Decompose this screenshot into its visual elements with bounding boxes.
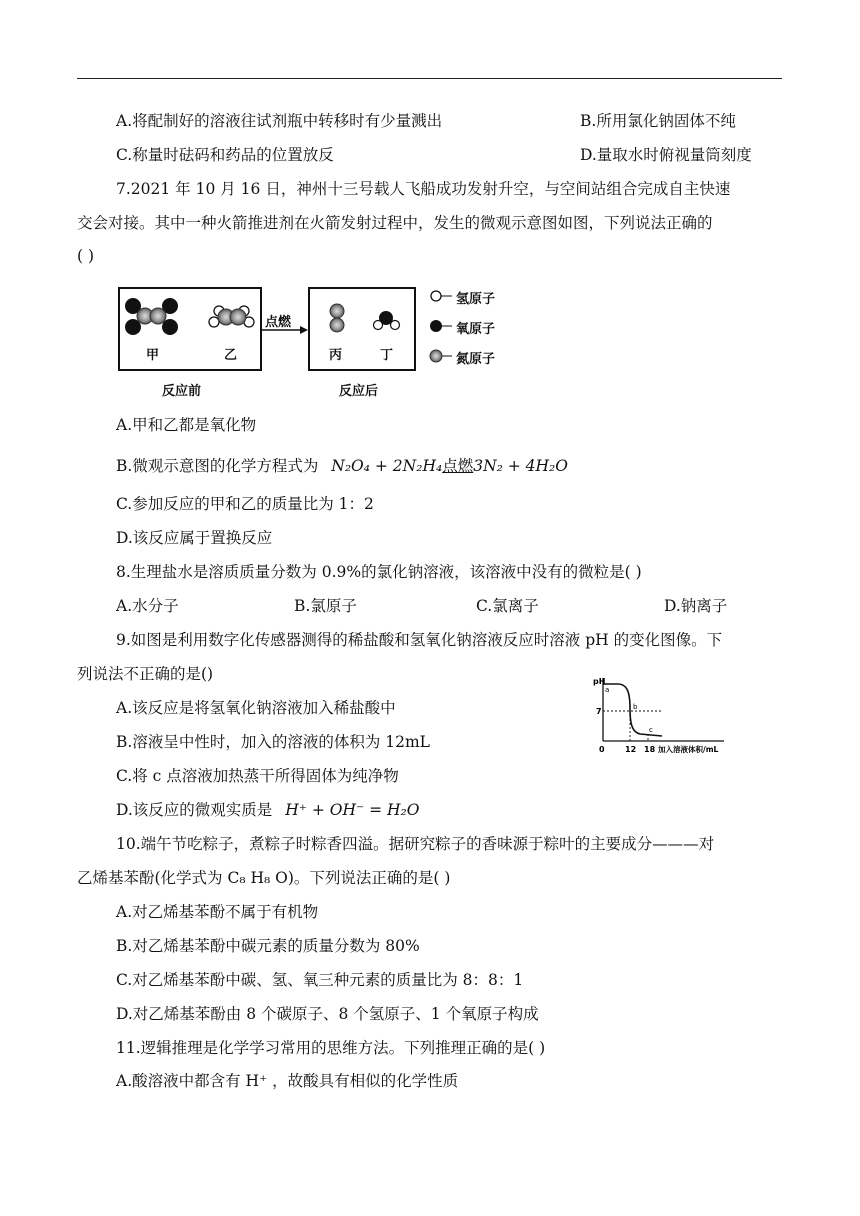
q9-option-b[interactable]: B.溶液呈中性时，加入的溶液的体积为 12mL: [116, 733, 430, 751]
q8-stem: 8.生理盐水是溶质质量分数为 0.9%的氯化钠溶液，该溶液中没有的微粒是( ): [116, 563, 642, 581]
q7-option-b-text: B.微观示意图的化学方程式为: [116, 457, 319, 475]
q8-option-c[interactable]: C.氯离子: [476, 597, 539, 615]
legend: [430, 291, 452, 362]
legend-hydrogen: 氢原子: [456, 292, 496, 307]
q7-equation-products: 3N₂ + 4H₂O: [473, 457, 568, 475]
ph-y-tick-7: 7: [596, 707, 602, 716]
q6-option-b[interactable]: B.所用氯化钠固体不纯: [580, 112, 736, 130]
q9-stem-line-2: 列说法不正确的是(): [77, 665, 214, 683]
ph-point-b: b: [633, 703, 638, 711]
q9-option-a[interactable]: A.该反应是将氢氧化钠溶液加入稀盐酸中: [116, 699, 396, 717]
label-jia: 甲: [146, 348, 160, 363]
arrow-label: 点燃: [265, 315, 292, 330]
legend-hydrogen-icon: [431, 291, 441, 301]
q9-equation: H⁺ + OH⁻ = H₂O: [285, 801, 420, 819]
q7-option-d[interactable]: D.该反应属于置换反应: [116, 529, 273, 547]
q7-option-b[interactable]: [116, 456, 568, 476]
q11-option-a[interactable]: A.酸溶液中都含有 H⁺ ，故酸具有相似的化学性质: [116, 1072, 459, 1090]
legend-oxygen-icon: [430, 320, 442, 332]
q10-option-c[interactable]: C.对乙烯基苯酚中碳、氢、氧三种元素的质量比为 8：8：1: [116, 971, 524, 989]
h2o-molecule: [374, 311, 400, 330]
q8-option-b[interactable]: B.氯原子: [294, 597, 357, 615]
ph-graph: [586, 672, 756, 760]
q7-stem-line-1: 7.2021 年 10 月 16 日，神州十三号载人飞船成功发射升空，与空间站组合完成自主快速: [116, 180, 731, 198]
ph-point-c: c: [649, 726, 653, 734]
label-yi: 乙: [224, 348, 238, 363]
ph-point-a: a: [605, 686, 610, 694]
q10-stem-line-1: 10.端午节吃粽子，煮粽子时粽香四溢。据研究粽子的香味源于粽叶的主要成分———对: [116, 835, 715, 853]
q8-option-a[interactable]: A.水分子: [116, 597, 179, 615]
ph-x-origin: 0: [599, 745, 605, 754]
q7-stem-line-2: 交会对接。其中一种火箭推进剂在火箭发射过程中，发生的微观示意图如图，下列说法正确的: [77, 214, 713, 232]
q9-option-d-text: D.该反应的微观实质是: [116, 801, 273, 819]
q10-stem-line-2: 乙烯基苯酚(化学式为 C₈ H₈ O)。下列说法正确的是( ): [77, 869, 451, 887]
q6-option-d[interactable]: D.量取水时俯视量筒刻度: [580, 146, 752, 164]
q9-option-c[interactable]: C.将 c 点溶液加热蒸干所得固体为纯净物: [116, 767, 399, 785]
legend-nitrogen: 氮原子: [456, 352, 496, 367]
n2o4-molecule: [125, 298, 178, 335]
n2-molecule: [330, 304, 344, 332]
n2h4-molecule: [209, 306, 254, 327]
q8-option-d[interactable]: D.钠离子: [664, 597, 728, 615]
q7-option-c[interactable]: C.参加反应的甲和乙的质量比为 1：2: [116, 495, 374, 513]
q10-option-d[interactable]: D.对乙烯基苯酚由 8 个碳原子、8 个氢原子、1 个氧原子构成: [116, 1005, 539, 1023]
after-caption: 反应后: [339, 384, 379, 399]
q10-option-a[interactable]: A.对乙烯基苯酚不属于有机物: [116, 903, 319, 921]
ph-y-label: pH: [593, 677, 606, 686]
ph-x-tick-12: 12: [625, 745, 637, 754]
q6-option-a[interactable]: A.将配制好的溶液往试剂瓶中转移时有少量溅出: [116, 112, 443, 130]
before-caption: 反应前: [162, 384, 202, 399]
legend-oxygen: 氧原子: [456, 322, 496, 337]
ph-x-tick-18: 18: [644, 745, 656, 754]
q9-option-d[interactable]: [116, 800, 419, 820]
q6-option-c[interactable]: C.称量时砝码和药品的位置放反: [116, 146, 334, 164]
q7-equation-reactants: N₂O₄ + 2N₂H₄: [331, 457, 443, 475]
label-ding: 丁: [380, 348, 394, 363]
ph-x-label: 加入溶液体积/mL: [658, 745, 719, 754]
q11-stem: 11.逻辑推理是化学学习常用的思维方法。下列推理正确的是( ): [116, 1039, 546, 1057]
label-bing: 丙: [329, 348, 343, 363]
q7-equation-condition: 点燃: [442, 457, 474, 475]
q7-stem-line-3: ( ): [77, 247, 95, 265]
legend-nitrogen-icon: [430, 350, 442, 362]
q10-option-b[interactable]: B.对乙烯基苯酚中碳元素的质量分数为 80%: [116, 937, 420, 955]
molecule-drawing: [0, 0, 860, 420]
q9-stem-line-1: 9.如图是利用数字化传感器测得的稀盐酸和氢氧化钠溶液反应时溶液 pH 的变化图像。下: [116, 631, 723, 649]
q7-option-a[interactable]: A.甲和乙都是氧化物: [116, 416, 257, 434]
